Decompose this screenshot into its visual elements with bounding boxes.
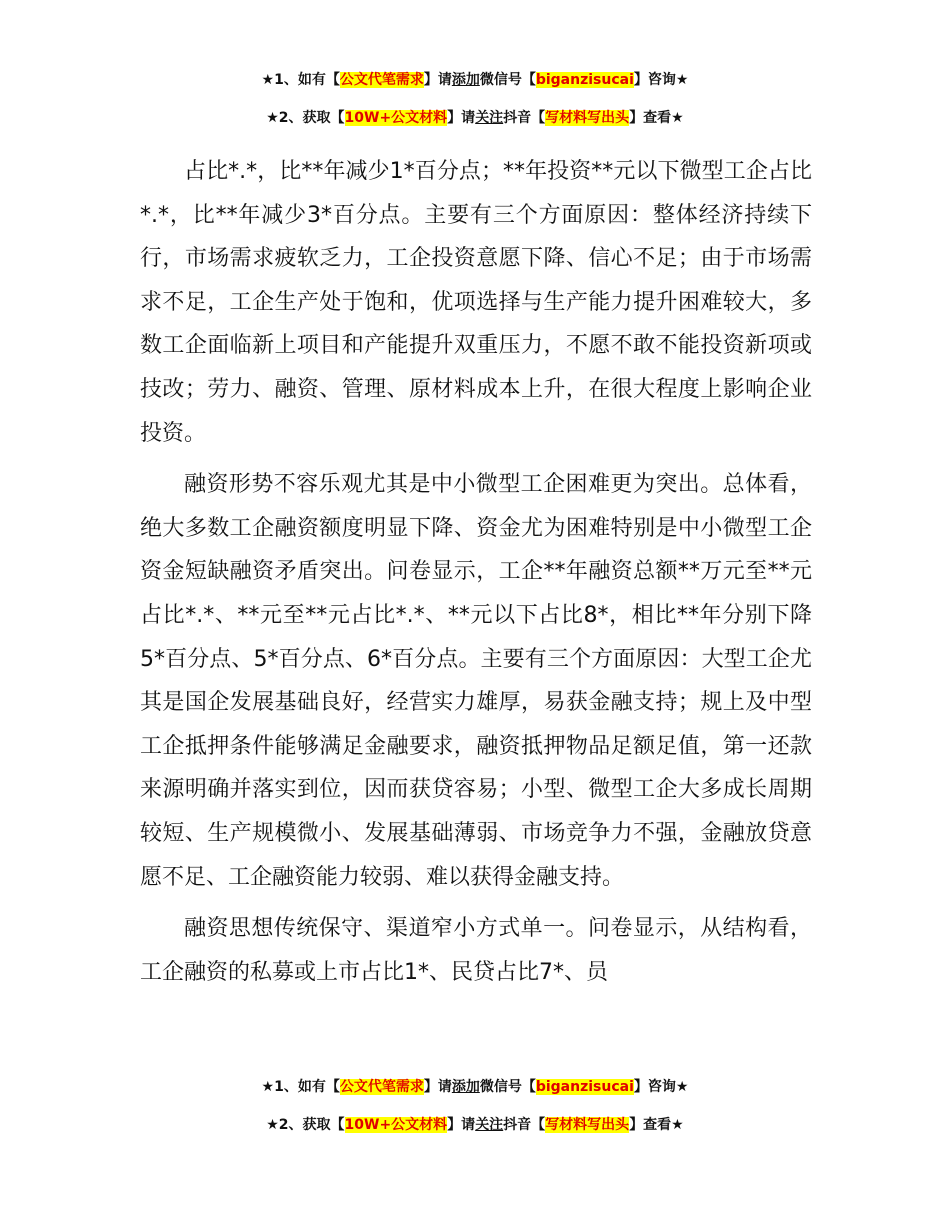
wechat-id: biganzisucai xyxy=(535,1079,634,1095)
douyin-account: 写材料写出头 xyxy=(545,1117,630,1133)
paragraph-1: 占比*.*，比**年减少1*百分点；**年投资**元以下微型工企占比*.*，比**年减少3*百分点。主要有三个方面原因：整体经济持续下行，市场需求疲软乏力，工企投资意愿下降、信心不足；由于市场需求不足，工企生产处于饱和，优项选择与生产能力提升困难较大，多数工企面临新上项目和产能提升双重压力，不愿不敢不能投资新项或技改；劳力、融资、管理、原材料成本上升，在很大程度上影响企业投资。 xyxy=(140,159,812,446)
footer-banner-line-2 xyxy=(0,1115,950,1135)
banner-text: ★1、如有【 xyxy=(261,72,340,88)
underlined-text: 关注 xyxy=(475,110,504,126)
banner-text: 抖音【 xyxy=(503,110,546,126)
highlight-text: 10W+公文材料 xyxy=(344,110,448,126)
header-banner-line-1 xyxy=(0,70,950,90)
underlined-text: 关注 xyxy=(475,1117,504,1133)
footer-banner-line-1 xyxy=(0,1077,950,1097)
douyin-account: 写材料写出头 xyxy=(545,110,630,126)
banner-text: ★2、获取【 xyxy=(266,110,345,126)
wechat-id: biganzisucai xyxy=(535,72,634,88)
banner-text: 】请 xyxy=(423,1079,452,1095)
banner-text: 抖音【 xyxy=(503,1117,546,1133)
underlined-text: 添加 xyxy=(451,1079,480,1095)
underlined-text: 添加 xyxy=(451,72,480,88)
banner-text: 】咨询★ xyxy=(633,72,689,88)
banner-text: 】请 xyxy=(447,1117,476,1133)
banner-text: ★1、如有【 xyxy=(261,1079,340,1095)
highlight-text: 公文代笔需求 xyxy=(339,72,424,88)
banner-text: 】请 xyxy=(423,72,452,88)
banner-text: 】咨询★ xyxy=(633,1079,689,1095)
banner-text: 】查看★ xyxy=(629,110,684,126)
document-body xyxy=(140,150,812,1002)
banner-text: 】查看★ xyxy=(629,1117,684,1133)
banner-text: 微信号【 xyxy=(479,72,536,88)
banner-text: 微信号【 xyxy=(479,1079,536,1095)
header-banner-line-2 xyxy=(0,108,950,128)
banner-text: ★2、获取【 xyxy=(266,1117,345,1133)
highlight-text: 10W+公文材料 xyxy=(344,1117,448,1133)
paragraph-3: 融资思想传统保守、渠道窄小方式单一。问卷显示，从结构看，工企融资的私募或上市占比1*、民贷占比7*、员 xyxy=(140,916,812,985)
paragraph-2: 融资形势不容乐观尤其是中小微型工企困难更为突出。总体看，绝大多数工企融资额度明显下降、资金尤为困难特别是中小微型工企资金短缺融资矛盾突出。问卷显示，工企**年融资总额**万元至**元占比*.*、**元至**元占比*.*、**元以下占比8*，相比**年分别下降5*百分点、5*百分点、6*百分点。主要有三个方面原因：大型工企尤其是国企发展基础良好，经营实力雄厚，易获金融支持；规上及中型工企抵押条件能够满足金融要求，融资抵押物品足额足值，第一还款来源明确并落实到位，因而获贷容易；小型、微型工企大多成长周期较短、生产规模微小、发展基础薄弱、市场竞争力不强，金融放贷意愿不足、工企融资能力较弱、难以获得金融支持。 xyxy=(140,472,812,890)
highlight-text: 公文代笔需求 xyxy=(339,1079,424,1095)
banner-text: 】请 xyxy=(447,110,476,126)
